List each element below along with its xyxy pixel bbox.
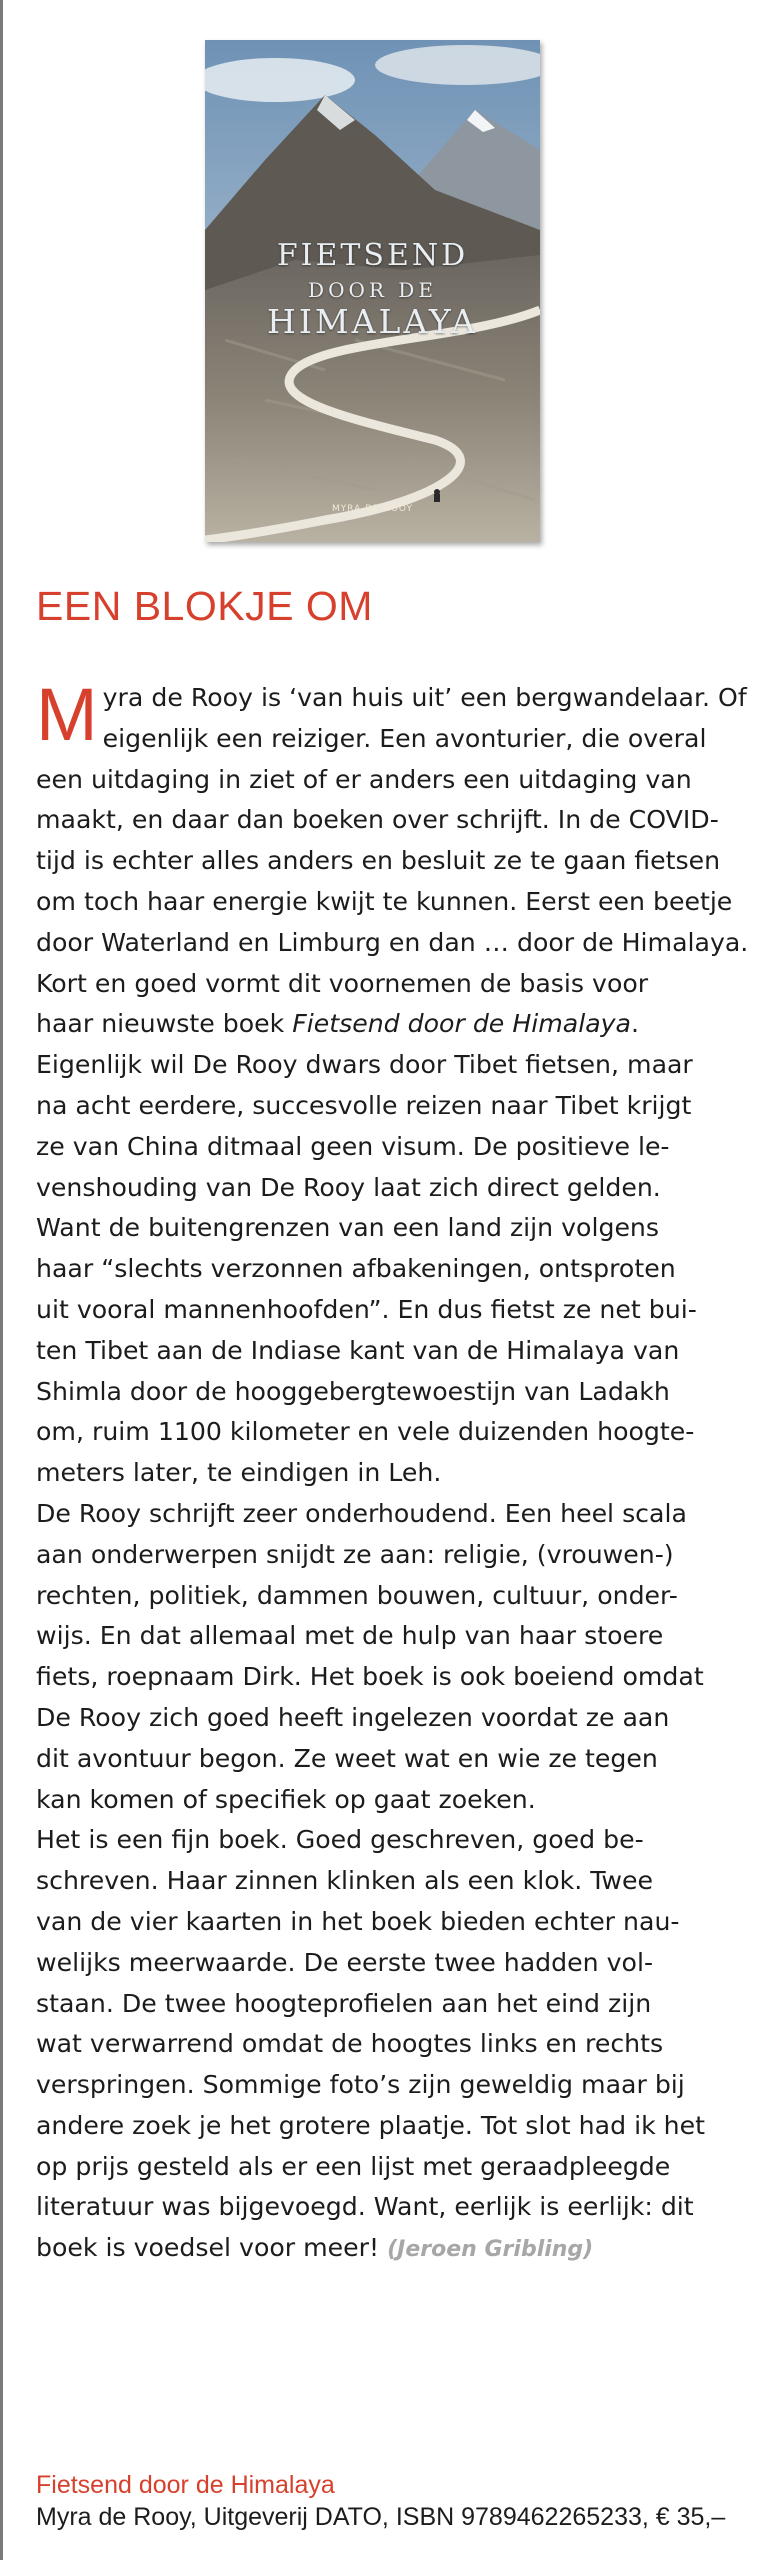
- body-line: van de vier kaarten in het boek bieden echter nau-: [36, 1906, 680, 1936]
- body-line: dit avontuur begon. Ze weet wat en wie ze tegen: [36, 1743, 658, 1773]
- book-info-meta: Myra de Rooy, Uitgeverij DATO, ISBN 9789462265233, € 35,–: [36, 2503, 726, 2531]
- book-info-title: Fietsend door de Himalaya: [36, 2471, 335, 2499]
- body-line: Want de buitengrenzen van een land zijn volgens: [36, 1213, 660, 1243]
- body-line: Kort en goed vormt dit voornemen de basis voor: [36, 968, 649, 998]
- body-line: haar “slechts verzonnen afbakeningen, ontsproten: [36, 1254, 676, 1284]
- body-line: verspringen. Sommige foto’s zijn geweldig maar bij: [36, 2070, 685, 2100]
- cover-title-line3: HIMALAYA: [267, 302, 478, 341]
- body-line: door Waterland en Limburg en dan … door de Himalaya.: [36, 927, 749, 957]
- body-line: Eigenlijk wil De Rooy dwars door Tibet fietsen, maar: [36, 1050, 693, 1080]
- body-line: welijks meerwaarde. De eerste twee hadden vol-: [36, 1947, 654, 1977]
- last-line-text: boek is voedsel voor meer!: [36, 2233, 388, 2263]
- cover-title-line2: DOOR DE: [308, 278, 437, 302]
- book-info: [36, 2469, 725, 2533]
- body-line: aan onderwerpen snijdt ze aan: religie, (vrouwen-): [36, 1539, 674, 1569]
- cover-title-line1: FIETSEND: [276, 238, 469, 273]
- body-line: na acht eerdere, succesvolle reizen naar Tibet krijgt: [36, 1090, 692, 1120]
- body-line: eigenlijk een reiziger. Een avonturier, die overal: [102, 723, 707, 753]
- article-body: [36, 673, 749, 2271]
- body-line: yra de Rooy is ‘van huis uit’ een bergwandelaar. Of: [102, 683, 747, 712]
- body-line: literatuur was bijgevoegd. Want, eerlijk is eerlijk: dit: [36, 2192, 694, 2222]
- body-line: andere zoek je het grotere plaatje. Tot slot had ik het: [36, 2110, 705, 2140]
- article-headline: EEN BLOKJE OM: [36, 583, 373, 629]
- body-line: ze van China ditmaal geen visum. De positieve le-: [36, 1131, 670, 1161]
- body-line: maakt, en daar dan boeken over schrijft. In de COVID-: [36, 805, 719, 835]
- body-line: venshouding van De Rooy laat zich direct gelden.: [36, 1172, 661, 1202]
- body-line: Shimla door de hooggebergtewoestijn van Ladakh: [36, 1376, 670, 1406]
- body-line: om toch haar energie kwijt te kunnen. Eerst een beetje: [36, 886, 733, 916]
- reviewer-credit: (Jeroen Gribling): [387, 2237, 594, 2263]
- body-line-book-title: [36, 1004, 736, 1045]
- body-line: ten Tibet aan de Indiase kant van de Himalaya van: [36, 1335, 680, 1365]
- drop-cap: M: [36, 673, 98, 756]
- body-line: rechten, politiek, dammen bouwen, cultuur, onder-: [36, 1580, 678, 1610]
- body-line: Het is een fijn boek. Goed geschreven, goed be-: [36, 1825, 644, 1855]
- left-rule: [0, 0, 3, 2560]
- body-line: staan. De twee hoogteprofielen aan het eind zijn: [36, 1988, 652, 2018]
- book-cover-image: [205, 40, 540, 542]
- cover-author: MYRA DE ROOY: [331, 504, 414, 514]
- book-title-prefix: haar nieuwste boek: [36, 1009, 293, 1039]
- body-line: wijs. En dat allemaal met de hulp van haar stoere: [36, 1621, 664, 1651]
- body-line: wat verwarrend omdat de hoogtes links en rechts: [36, 2029, 664, 2059]
- book-title-suffix: .: [631, 1009, 640, 1039]
- body-line: schreven. Haar zinnen klinken als een klok. Twee: [36, 1866, 654, 1896]
- body-line: op prijs gesteld als er een lijst met geraadpleegde: [36, 2151, 671, 2181]
- body-line: een uitdaging in ziet of er anders een uitdaging van: [36, 764, 692, 794]
- body-line-last: [36, 2228, 736, 2271]
- body-line: De Rooy zich goed heeft ingelezen voordat ze aan: [36, 1702, 670, 1732]
- body-line: fiets, roepnaam Dirk. Het boek is ook boeiend omdat: [36, 1662, 704, 1692]
- book-title-italic: Fietsend door de Himalaya: [292, 1009, 631, 1039]
- body-line: om, ruim 1100 kilometer en vele duizenden hoogte-: [36, 1417, 695, 1447]
- body-line: De Rooy schrijft zeer onderhoudend. Een heel scala: [36, 1498, 687, 1528]
- body-line: meters later, te eindigen in Leh.: [36, 1458, 442, 1488]
- body-line: tijd is echter alles anders en besluit ze te gaan fietsen: [36, 846, 721, 876]
- body-line: kan komen of specifiek op gaat zoeken.: [36, 1784, 536, 1814]
- body-line: uit vooral mannenhoofden”. En dus fietst ze net bui-: [36, 1294, 697, 1324]
